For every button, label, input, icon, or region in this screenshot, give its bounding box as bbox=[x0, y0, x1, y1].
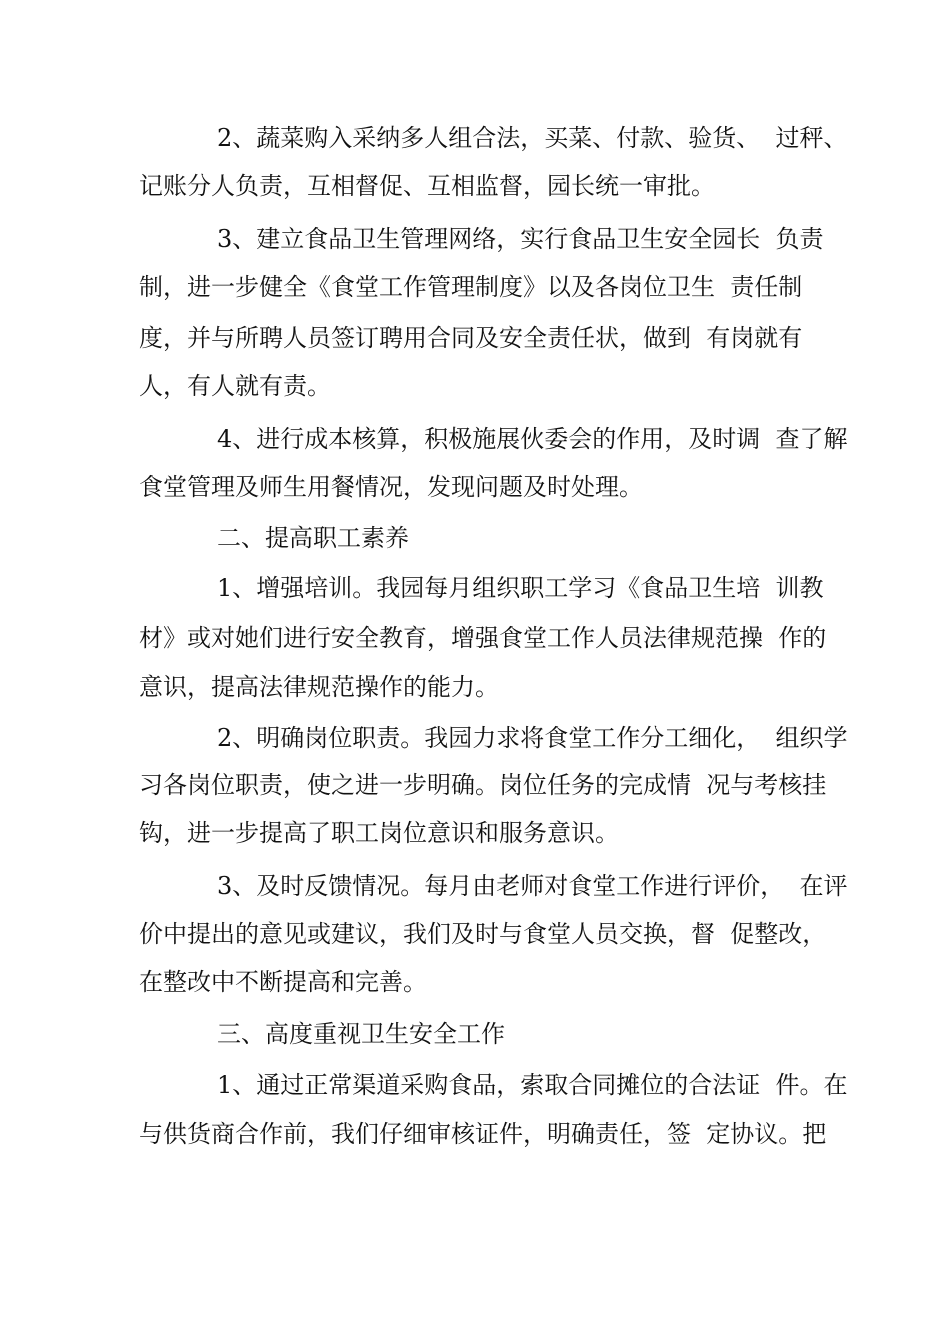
text-line-11: 材》或对她们进行安全教育，增强食堂工作人员法律规范操 作的 bbox=[139, 624, 827, 652]
text-line-4: 制，进一步健全《食堂工作管理制度》以及各岗位卫生 责任制 bbox=[139, 273, 803, 301]
text-line-8: 食堂管理及师生用餐情况，发现问题及时处理。 bbox=[139, 473, 643, 501]
text-line-3: 3、建立食品卫生管理网络，实行食品卫生安全园长 负责 bbox=[217, 225, 824, 253]
text-line-14: 习各岗位职责，使之进一步明确。岗位任务的完成情 况与考核挂 bbox=[139, 771, 827, 799]
text-line-17: 价中提出的意见或建议，我们及时与食堂人员交换，督 促整改， bbox=[139, 920, 827, 948]
text-line-5: 度，并与所聘人员签订聘用合同及安全责任状，做到 有岗就有 bbox=[139, 324, 803, 352]
text-line-10: 1、增强培训。我园每月组织职工学习《食品卫生培 训教 bbox=[217, 574, 824, 602]
text-line-16: 3、及时反馈情况。每月由老师对食堂工作进行评价， 在评 bbox=[217, 872, 848, 900]
text-line-21: 与供货商合作前，我们仔细审核证件，明确责任，签 定协议。把 bbox=[139, 1120, 827, 1148]
text-line-18: 在整改中不断提高和完善。 bbox=[139, 968, 427, 996]
text-line-7: 4、进行成本核算，积极施展伙委会的作用，及时调 查了解 bbox=[217, 425, 848, 453]
text-line-15: 钩，进一步提高了职工岗位意识和服务意识。 bbox=[139, 819, 619, 847]
text-line-13: 2、明确岗位职责。我园力求将食堂工作分工细化， 组织学 bbox=[217, 724, 848, 752]
text-line-12: 意识，提高法律规范操作的能力。 bbox=[139, 673, 499, 701]
text-line-20: 1、通过正常渠道采购食品，索取合同摊位的合法证 件。在 bbox=[217, 1071, 848, 1099]
text-line-2: 记账分人负责，互相督促、互相监督，园长统一审批。 bbox=[139, 172, 715, 200]
text-line-6: 人，有人就有责。 bbox=[139, 372, 331, 400]
section-heading-2: 二、提高职工素养 bbox=[217, 524, 409, 552]
text-line-1: 2、蔬菜购入采纳多人组合法，买菜、付款、验货、 过秤、 bbox=[217, 124, 848, 152]
section-heading-3: 三、高度重视卫生安全工作 bbox=[217, 1020, 505, 1048]
